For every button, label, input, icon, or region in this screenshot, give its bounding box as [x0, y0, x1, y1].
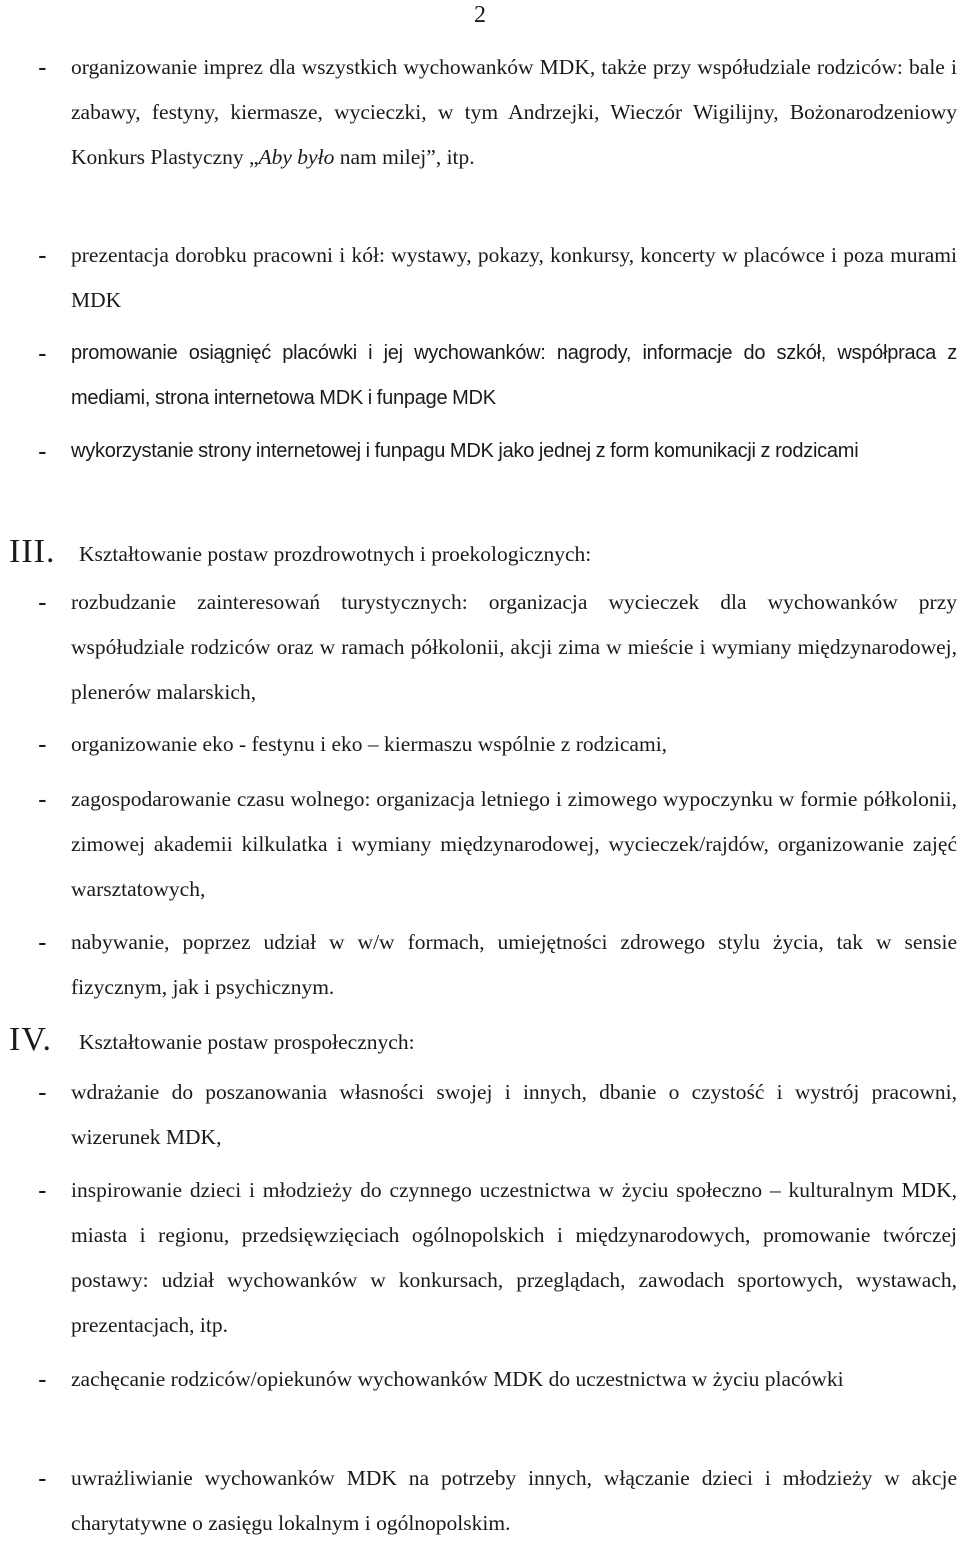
- section-numeral: IV.: [9, 1021, 52, 1058]
- bullet-dash: -: [38, 784, 47, 814]
- section-title: Kształtowanie postaw prozdrowotnych i proekologicznych:: [79, 542, 592, 566]
- list-item-wykorzystanie-strony: [0, 429, 960, 474]
- section-numeral: III.: [9, 533, 56, 570]
- list-item-eko-festyn: [0, 722, 960, 767]
- list-item-text: promowanie osiągnięć placówki i jej wychowanków: nagrody, informacje do szkół, współpraca z mediami, strona internetowa MDK i funpage MDK: [71, 342, 957, 409]
- bullet-dash: -: [38, 52, 47, 82]
- list-item-inspirowanie: [0, 1168, 960, 1348]
- list-item-czas-wolny: [0, 777, 960, 912]
- list-item-text: zagospodarowanie czasu wolnego: organizacja letniego i zimowego wypoczynku w formie półkolonii, zimowej akademii kilkulatka i wymiany międzynarodowej, wycieczek/rajdów, organizowanie zajęć warsztatowych,: [71, 787, 957, 901]
- list-item-organizowanie-imprez: [0, 45, 960, 180]
- list-item-rozbudzanie: [0, 580, 960, 715]
- list-item-zachecanie: [0, 1357, 960, 1402]
- bullet-dash: -: [38, 1175, 47, 1205]
- list-item-styl-zycia: [0, 920, 960, 1010]
- bullet-dash: -: [38, 1463, 47, 1493]
- italic-title: Aby było: [258, 145, 335, 169]
- bullet-dash: -: [38, 1364, 47, 1394]
- bullet-dash: -: [38, 436, 47, 466]
- list-item-uwrazliwianie: [0, 1456, 960, 1546]
- list-item-text: wdrażanie do poszanowania własności swojej i innych, dbanie o czystość i wystrój pracowni, wizerunek MDK,: [71, 1080, 957, 1149]
- list-item-text: uwrażliwianie wychowanków MDK na potrzeby innych, włączanie dzieci i młodzieży w akcje charytatywne o zasięgu lokalnym i ogólnopolskim.: [71, 1466, 957, 1535]
- list-item-text: wykorzystanie strony internetowej i funpagu MDK jako jednej z form komunikacji z rodzicami: [71, 440, 859, 462]
- page-number: 2: [474, 2, 486, 28]
- bullet-dash: -: [38, 587, 47, 617]
- list-item-prezentacja-dorobku: [0, 233, 960, 323]
- list-item-text: inspirowanie dzieci i młodzieży do czynnego uczestnictwa w życiu społeczno – kulturalnym MDK, miasta i regionu, przedsięwzięciach ogólnopolskich i międzynarodowych, promowanie twórczej postawy: udział wychowanków w konkursach, przeglądach, zawodach sportowych, wystawach, prezentacjach, itp.: [71, 1178, 957, 1337]
- list-item-text: organizowanie eko - festynu i eko – kiermaszu wspólnie z rodzicami,: [71, 732, 668, 756]
- list-item-text: prezentacja dorobku pracowni i kół: wystawy, pokazy, konkursy, koncerty w placówce i poza murami MDK: [71, 243, 957, 312]
- list-item-text: rozbudzanie zainteresowań turystycznych: organizacja wycieczek dla wychowanków przy współudziale rodziców oraz w ramach półkolonii, akcji zima w mieście i wymiany międzynarodowej, plenerów malarskich,: [71, 590, 957, 704]
- bullet-dash: -: [38, 1077, 47, 1107]
- list-item-wdrazanie: [0, 1070, 960, 1160]
- bullet-dash: -: [38, 927, 47, 957]
- section-title: Kształtowanie postaw prospołecznych:: [79, 1030, 415, 1054]
- bullet-dash: -: [38, 338, 47, 368]
- list-item-text: zachęcanie rodziców/opiekunów wychowanków MDK do uczestnictwa w życiu placówki: [71, 1367, 844, 1391]
- list-item-text: nabywanie, poprzez udział w w/w formach, umiejętności zdrowego stylu życia, tak w sensie fizycznym, jak i psychicznym.: [71, 930, 957, 999]
- list-item-promowanie-osiagniec: [0, 331, 960, 421]
- list-item-text: organizowanie imprez dla wszystkich wychowanków MDK, także przy współudziale rodziców: bale i zabawy, festyny, kiermasze, wycieczki, w tym Andrzejki, Wieczór Wigilijny, Bożonarodzeniowy Konkurs Plastyczny „Aby było nam milej”, itp.: [71, 55, 957, 169]
- bullet-dash: -: [38, 240, 47, 270]
- bullet-dash: -: [38, 729, 47, 759]
